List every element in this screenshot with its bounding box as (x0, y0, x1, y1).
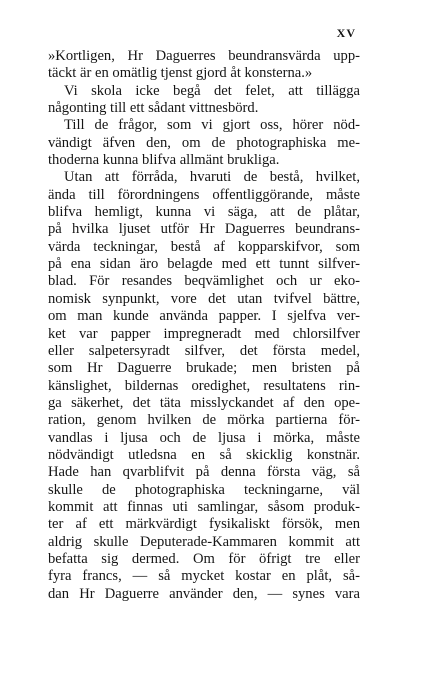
body-text (48, 48, 360, 603)
text-line: ration, genom hvilken de mörka partierna för- (48, 412, 360, 429)
text-line: blifva hemligt, kunna vi säga, att de plåtar, (48, 204, 360, 221)
text-line: ga säkerhet, det täta misslyckandet af den ope- (48, 394, 360, 411)
text-line: blad. För resandes beqvämlighet och ur eko- (48, 273, 360, 290)
text-line: befatta sig dermed. Om för öfrigt tre eller (48, 550, 360, 567)
text-line: fyra francs, — så mycket kostar en plåt, så- (48, 568, 360, 585)
text-line: ända till förordningens offentliggörande, måste (48, 186, 360, 203)
text-line: Vi skola icke begå det felet, att tillägga (64, 82, 360, 99)
text-line: på ena sidan äro belagde med ett tunnt silfver- (48, 256, 360, 273)
text-line: värda teckningar, bestå af kopparskifvor, som (48, 238, 360, 255)
text-line: Utan att förråda, hvaruti de bestå, hvilket, (64, 169, 360, 186)
text-line: thoderna kunna blifva allmänt brukliga. (48, 152, 280, 169)
page-number: XV (336, 26, 356, 40)
text-line: känslighet, bildernas oredighet, resultatens rin- (48, 377, 360, 394)
text-line: nomisk synpunkt, vore det utan tvifvel bättre, (48, 290, 360, 307)
text-line: vandlas i ljusa och de ljusa i mörka, måste (48, 429, 360, 446)
text-line: eller salpetersyradt silfver, det första medel, (48, 342, 360, 359)
text-line: vändigt äfven den, om de photographiska me- (48, 134, 360, 151)
text-line: »Kortligen, Hr Daguerres beundransvärda upp- (48, 48, 360, 64)
text-line: täckt är en omätlig tjenst gjord åt konsterna.» (48, 65, 313, 82)
text-line: om man kunde använda papper. I sjelfva ver- (48, 308, 360, 325)
text-line: ter af ett märkvärdigt fysikaliskt försök, men (48, 516, 360, 533)
text-line: nödvändigt utledsna en så skicklig konstnär. (48, 446, 360, 463)
text-line: någonting till ett sådant vittnesbörd. (48, 100, 259, 117)
text-line: skulle de photographiska teckningarne, väl (48, 481, 360, 498)
text-line: dan Hr Daguerre använder den, — synes vara (48, 585, 360, 602)
text-line: aldrig skulle Deputerade-Kammaren kommit att (48, 533, 360, 550)
text-line: på hvilka ljuset utför Hr Daguerres beundrans- (48, 221, 360, 238)
text-line: Hade han qvarblifvit på denna första väg, så (48, 464, 360, 481)
text-line: Till de frågor, som vi gjort oss, hörer nöd- (64, 117, 360, 134)
text-line: kommit att finnas uti samlingar, såsom produk- (48, 498, 360, 515)
text-line: ket var papper impregneradt med chlorsilfver (48, 325, 360, 342)
text-line: som Hr Daguerre brukade; men bristen på (48, 360, 360, 377)
